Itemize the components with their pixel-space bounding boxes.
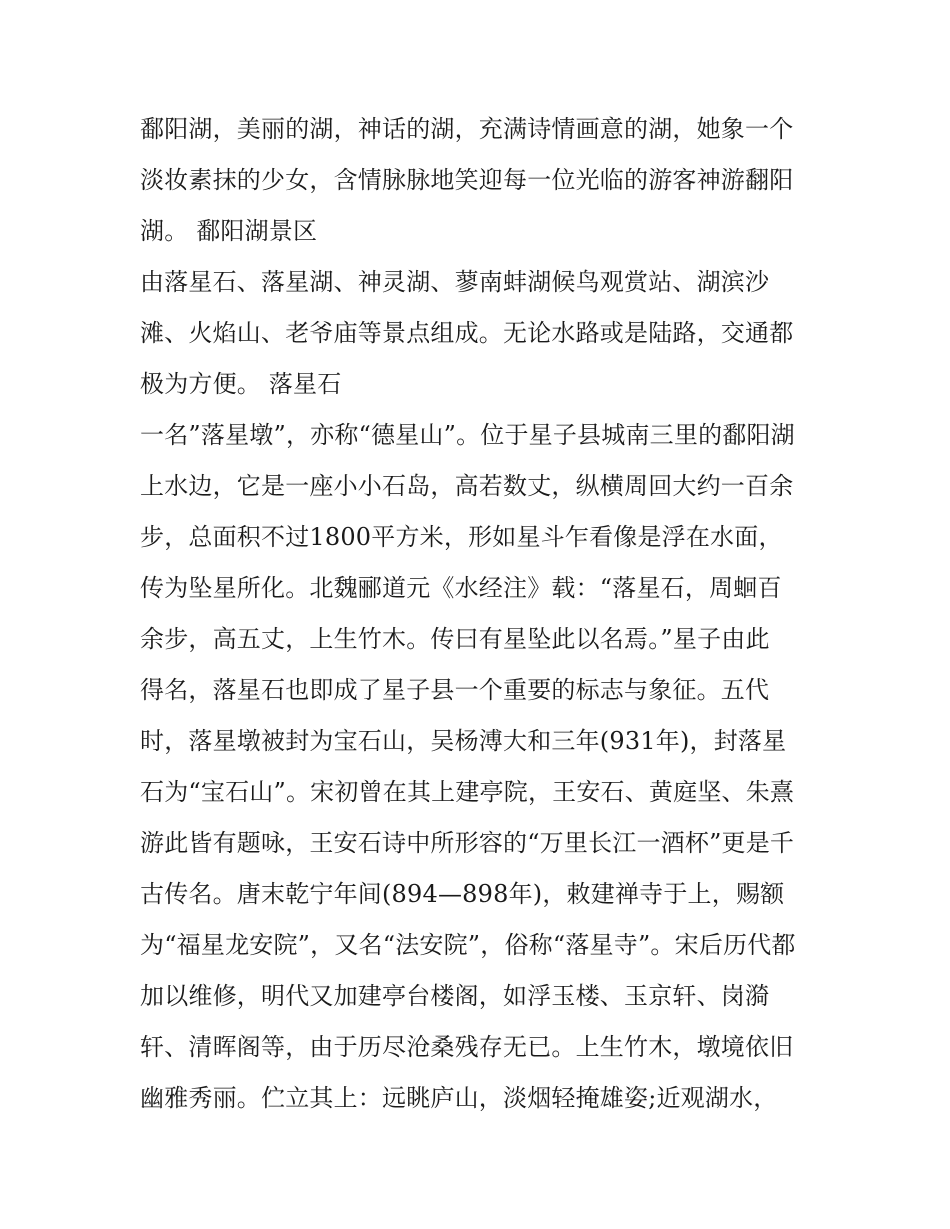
text-line: 时，落星墩被封为宝石山，吴杨溥大和三年(931年)，封落星 <box>140 727 787 755</box>
text-line: 由落星石、落星湖、神灵湖、蓼南蚌湖候鸟观赏站、湖滨沙 <box>140 268 770 296</box>
text-line: 为“福星龙安院”，又名“法安院”，俗称“落星寺”。宋后历代都 <box>140 931 796 959</box>
body-text <box>140 104 820 1124</box>
text-line: 鄱阳湖，美丽的湖，神话的湖，充满诗情画意的湖，她象一个 <box>140 115 794 143</box>
text-line: 步，总面积不过1800平方米，形如星斗乍看像是浮在水面， <box>140 523 783 551</box>
text-line: 幽雅秀丽。伫立其上：远眺庐山，淡烟轻掩雄姿;近观湖水， <box>140 1084 778 1112</box>
text-line: 加以维修，明代又加建亭台楼阁，如浮玉楼、玉京轩、岗漪 <box>140 982 770 1010</box>
text-line: 一名”落星墩”，亦称“德星山”。位于星子县城南三里的鄱阳湖 <box>140 421 795 449</box>
text-line: 上水边，它是一座小小石岛，高若数丈，纵横周回大约一百余 <box>140 472 794 500</box>
text-line: 湖。 鄱阳湖景区 <box>140 217 318 245</box>
text-line: 得名，落星石也即成了星子县一个重要的标志与象征。五代 <box>140 676 770 704</box>
text-line: 石为“宝石山”。宋初曾在其上建亭院，王安石、黄庭坚、朱熹 <box>140 778 795 806</box>
text-line: 轩、清晖阁等，由于历尽沧桑残存无已。上生竹木，墩境依旧 <box>140 1033 794 1061</box>
text-line: 游此皆有题咏，王安石诗中所形容的“万里长江一酒杯”更是千 <box>140 829 795 857</box>
text-line: 淡妆素抹的少女，含情脉脉地笑迎每一位光临的游客神游翻阳 <box>140 166 794 194</box>
text-line: 古传名。唐末乾宁年间(894—898年)，敕建禅寺于上，赐额 <box>140 880 785 908</box>
text-line: 滩、火焰山、老爷庙等景点组成。无论水路或是陆路，交通都 <box>140 319 794 347</box>
text-line: 传为坠星所化。北魏郦道元《水经注》载：“落星石，周蛔百 <box>140 574 782 602</box>
text-line: 余步，高五丈，上生竹木。传曰有星坠此以名焉。”星子由此 <box>140 625 770 653</box>
text-line: 极为方便。 落星石 <box>140 370 342 398</box>
